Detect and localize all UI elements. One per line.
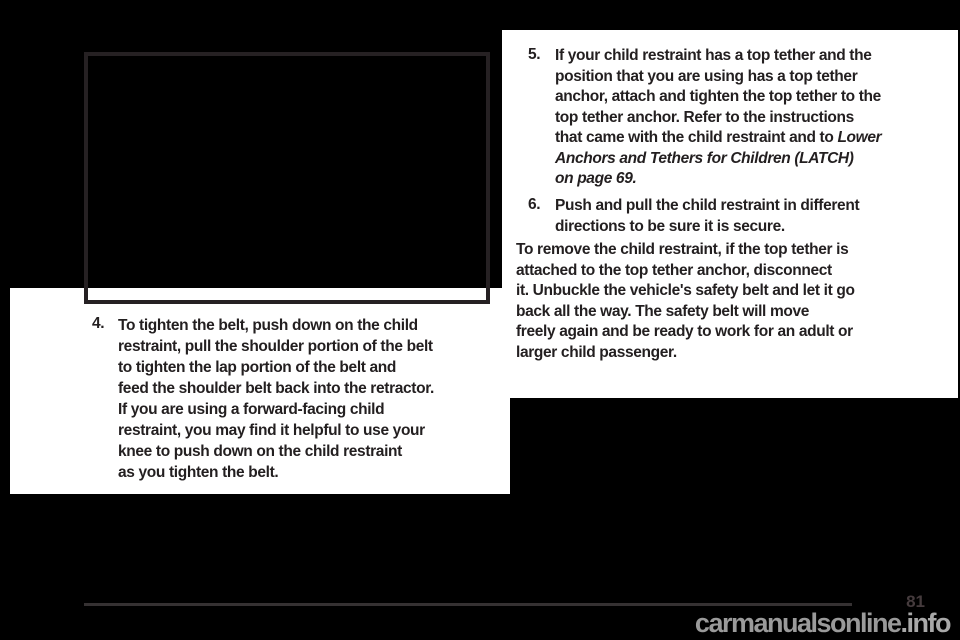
cross-reference-italic: Lower [837, 129, 882, 146]
watermark-suffix: .info [900, 608, 950, 638]
text-line: knee to push down on the child restraint [118, 443, 402, 460]
step-5-number: 5. [528, 46, 541, 63]
step-5-text [555, 46, 958, 190]
text-line: directions to be sure it is secure. [555, 217, 785, 235]
text-line: as you tighten the belt. [118, 464, 279, 481]
watermark-main: carmanualsonline [694, 608, 901, 638]
step-item-5 [528, 46, 958, 190]
text-line: back all the way. The safety belt will move [516, 302, 810, 320]
text-line: it. Unbuckle the vehicle's safety belt and let it go [516, 282, 855, 299]
text-line: attached to the top tether anchor, disconnect [516, 261, 832, 279]
cross-reference-italic: Anchors and Tethers for Children (LATCH) [555, 149, 854, 167]
carmanualsonline-watermark [695, 608, 950, 639]
step-6-text [555, 196, 958, 237]
text-line: restraint, pull the shoulder portion of the belt [118, 338, 433, 355]
step-item-4 [92, 315, 512, 483]
text-segment: that came with the child restraint and to [555, 129, 838, 146]
page-number: 81 [906, 592, 925, 611]
text-line: If your child restraint has a top tether and the [555, 47, 872, 64]
text-line: To tighten the belt, push down on the child [118, 317, 418, 334]
step-4-text [118, 315, 512, 483]
text-line: top tether anchor. Refer to the instructions [555, 108, 854, 126]
illustration-placeholder-frame [84, 52, 490, 304]
removal-instructions-paragraph [516, 240, 956, 363]
step-6-number: 6. [528, 196, 541, 213]
step-4-number: 4. [92, 315, 105, 332]
text-line: larger child passenger. [516, 343, 677, 361]
step-item-6 [528, 196, 958, 237]
text-line: anchor, attach and tighten the top tether to the [555, 88, 881, 105]
cross-reference-italic: on page 69. [555, 170, 637, 187]
text-line: to tighten the lap portion of the belt and [118, 359, 397, 376]
footer-divider-rule [84, 603, 852, 606]
text-line: To remove the child restraint, if the top tether is [516, 241, 849, 258]
text-line: Push and pull the child restraint in different [555, 197, 860, 214]
text-line: If you are using a forward-facing child [118, 401, 385, 418]
text-line: restraint, you may find it helpful to use your [118, 422, 425, 439]
text-line: freely again and be ready to work for an adult or [516, 323, 853, 340]
text-line: feed the shoulder belt back into the retractor. [118, 380, 435, 397]
text-line-mixed [555, 128, 958, 149]
text-line: position that you are using has a top tether [555, 67, 858, 85]
